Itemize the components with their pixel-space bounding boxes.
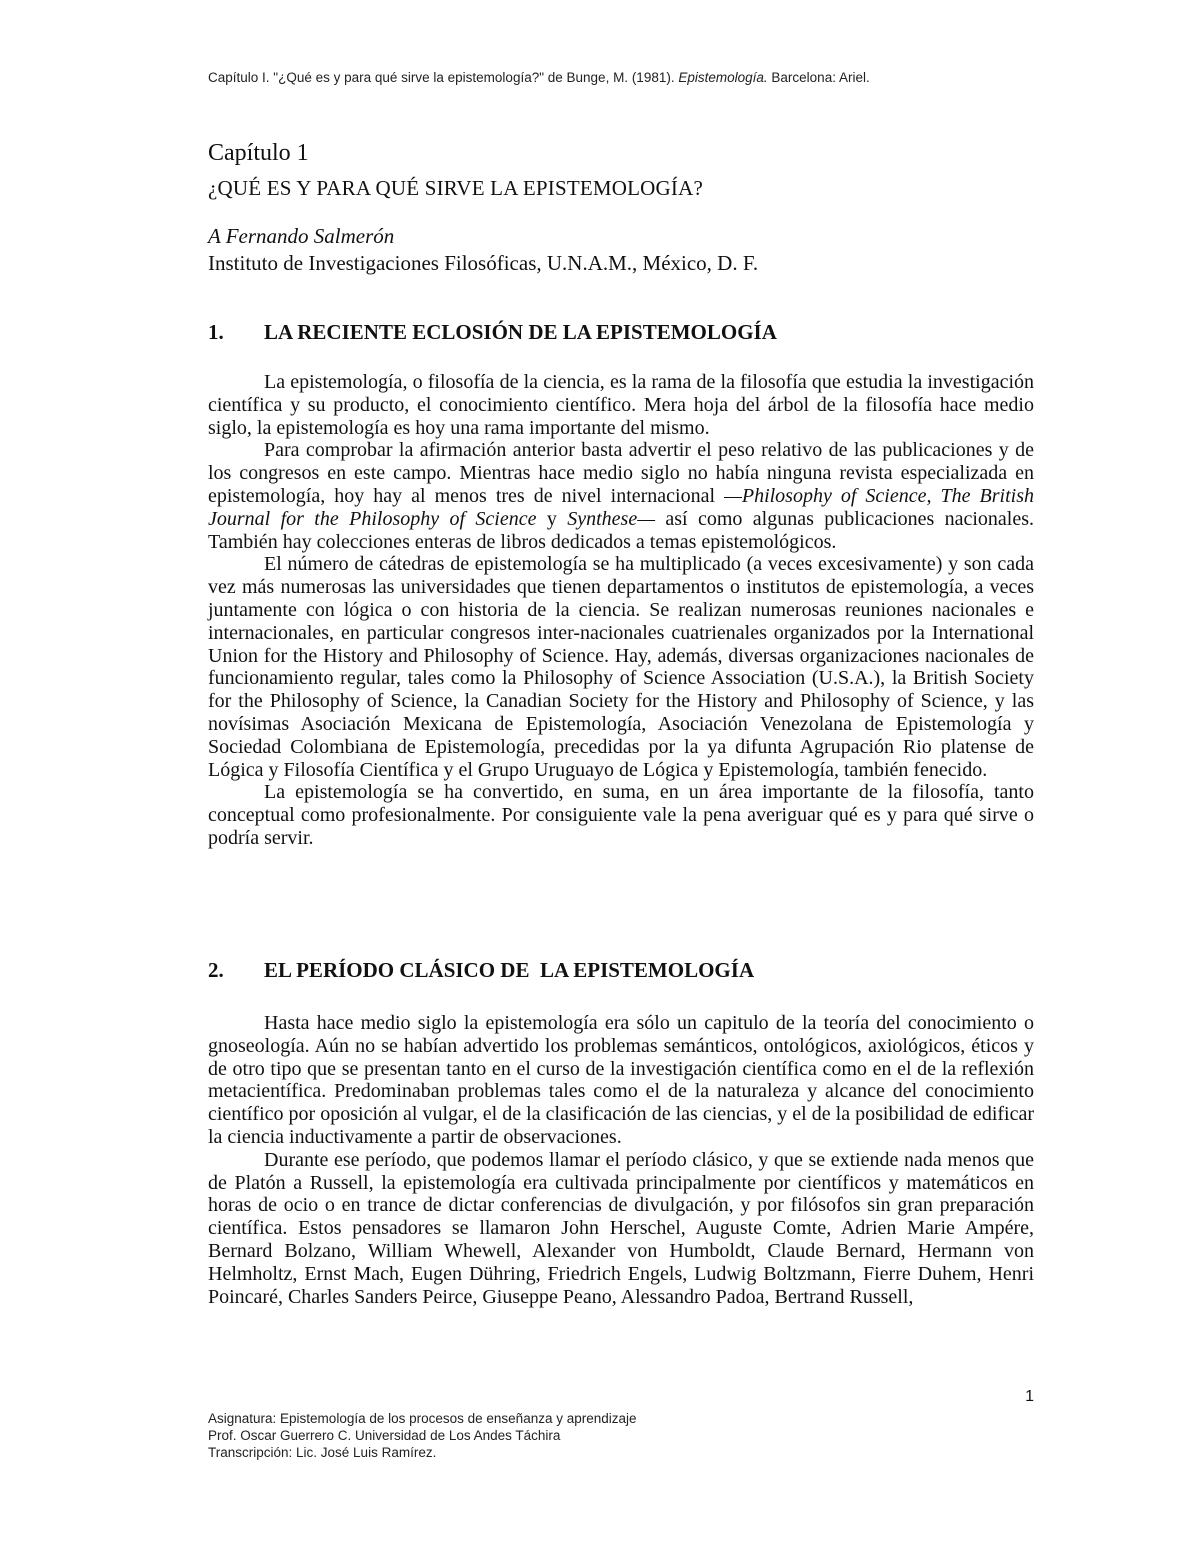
paragraph-text: así como algunas publicaciones nacionales. También hay colecciones enteras de libros dedicados a temas epistemológicos. — [208, 507, 1035, 553]
paragraph — [208, 439, 1034, 553]
paragraph: La epistemología se ha convertido, en suma, en un área importante de la filosofía, tanto conceptual como profesionalmente. Por consiguiente vale la pena averiguar qué es y para qué sirve o podría servir. — [208, 781, 1034, 849]
section-1-heading — [208, 320, 777, 345]
section-2-title: EL PERÍODO CLÁSICO DE LA EPISTEMOLOGÍA — [264, 958, 755, 982]
page-number: 1 — [1025, 1388, 1034, 1405]
header-citation-suffix: Barcelona: Ariel. — [767, 70, 870, 85]
chapter-title: ¿QUÉ ES Y PARA QUÉ SIRVE LA EPISTEMOLOGÍA? — [208, 176, 703, 200]
section-1-number: 1. — [208, 320, 224, 344]
dedication: A Fernando Salmerón — [208, 224, 395, 248]
paragraph-text: y — [536, 507, 568, 530]
paragraph: Hasta hace medio siglo la epistemología era sólo un capitulo de la teoría del conocimiento o gnoseología. Aún no se habían advertido los problemas semánticos, ontológicos, axiológicos, éticos y de otro tipo que se presentan tanto en el curso de la investigación científica como en el de la reflexión metacientífica. Predominaban problemas tales como el de la naturaleza y alcance del conocimiento científico por oposición al vulgar, el de la clasificación de las ciencias, y el de la posibilidad de edificar la ciencia inductivamente a partir de observaciones. — [208, 1012, 1034, 1148]
header-citation-title: Epistemología. — [678, 70, 768, 85]
section-1-body — [208, 371, 1034, 850]
section-2-number: 2. — [208, 958, 224, 982]
footer-course: Asignatura: Epistemología de los procesos de enseñanza y aprendizaje — [208, 1411, 637, 1426]
header-citation-prefix: Capítulo I. "¿Qué es y para qué sirve la epistemología?" de Bunge, M. (1981). — [208, 70, 679, 85]
paragraph: Durante ese período, que podemos llamar el período clásico, y que se extiende nada menos que de Platón a Russell, la epistemología era cultivada principalmente por científicos y matemáticos en horas de ocio o en trance de dictar conferencias de divulgación, y por filósofos sin gran preparación científica. Estos pensadores se llamaron John Herschel, Auguste Comte, Adrien Marie Ampére, Bernard Bolzano, William Whewell, Alexander von Humboldt, Claude Bernard, Hermann von Helmholtz, Ernst Mach, Eugen Dühring, Friedrich Engels, Ludwig Boltzmann, Fierre Duhem, Henri Poincaré, Charles Sanders Peirce, Giuseppe Peano, Alessandro Padoa, Bertrand Russell, — [208, 1148, 1034, 1308]
section-2-body — [208, 1012, 1034, 1308]
footer-professor: Prof. Oscar Guerrero C. Universidad de Los Andes Táchira — [208, 1428, 561, 1443]
section-2-heading — [208, 958, 754, 983]
institute-affiliation: Instituto de Investigaciones Filosóficas, U.N.A.M., México, D. F. — [208, 251, 759, 275]
section-1-title: LA RECIENTE ECLOSIÓN DE LA EPISTEMOLOGÍA — [264, 320, 777, 344]
footer-transcription: Transcripción: Lic. José Luis Ramírez. — [208, 1445, 437, 1460]
paragraph-text: Para comprobar la afirmación anterior basta advertir el peso relativo de las publicaciones y de los congresos en este campo. Mientras hace medio siglo no había ninguna revista especializada en epistemología, hoy hay al menos tres de nivel internacional — [208, 439, 1034, 507]
journal-synthese: Synthese— — [567, 507, 656, 530]
running-header — [208, 70, 1008, 85]
paragraph: El número de cátedras de epistemología se ha multiplicado (a veces excesivamente) y son cada vez más numerosas las universidades que tienen departamentos o institutos de epistemología, a veces juntamente con lógica o con historia de la ciencia. Se realizan numerosas reuniones nacionales e internacionales, en particular congresos inter-nacionales cuatrienales organizados por la International Union for the History and Philosophy of Science. Hay, además, diversas organizaciones nacionales de funcionamiento regular, tales como la Philosophy of Science Association (U.S.A.), la British Society for the Philosophy of Science, la Canadian Society for the History and Philosophy of Science, y las novísimas Asociación Mexicana de Epistemología, Asociación Venezolana de Epistemología y Sociedad Colombiana de Epistemología, precedidas por la ya difunta Agrupación Rio platense de Lógica y Filosofía Científica y el Grupo Uruguayo de Lógica y Epistemología, también fenecido. — [208, 553, 1034, 781]
chapter-label: Capítulo 1 — [208, 140, 309, 166]
paragraph: La epistemología, o filosofía de la ciencia, es la rama de la filosofía que estudia la investigación científica y su producto, el conocimiento científico. Mera hoja del árbol de la filosofía hace medio siglo, la epistemología es hoy una rama importante del mismo. — [208, 371, 1034, 439]
journal-titles: —Philosophy of Science, The British Journal for the Philosophy of Science — [208, 484, 1034, 530]
page-footer — [208, 1410, 637, 1461]
